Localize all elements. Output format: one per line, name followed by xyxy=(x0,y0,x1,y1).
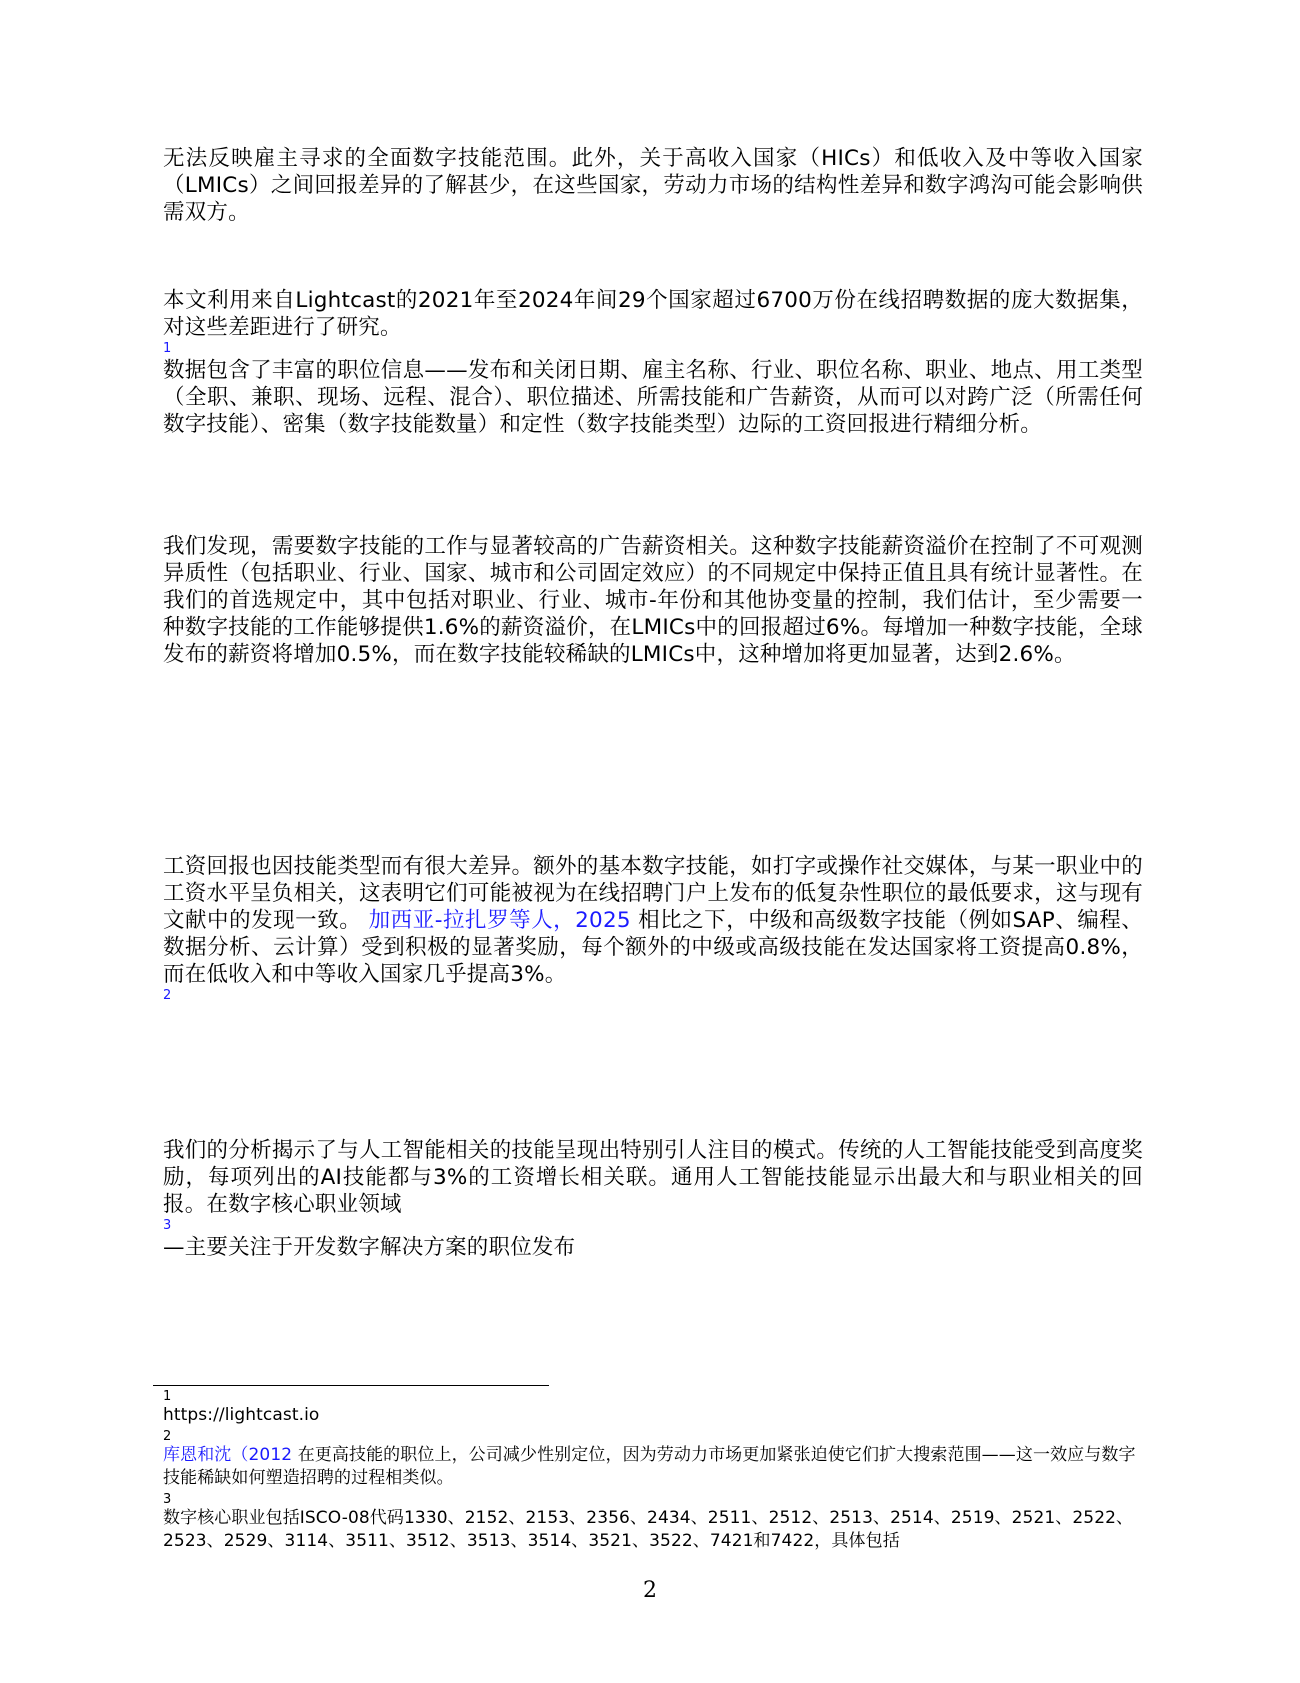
footnote-number: 1 xyxy=(163,1389,172,1404)
footnote-3 xyxy=(163,1493,1143,1553)
paragraph-text: 数据包含了丰富的职位信息——发布和关闭日期、雇主名称、行业、职位名称、职业、地点、用工类型（全职、兼职、现场、远程、混合）、职位描述、所需技能和广告薪资，从而可以对跨广泛（所需任何数字技能）、密集（数字技能数量）和定性（数字技能类型）边际的工资回报进行精细分析。 xyxy=(163,358,1143,437)
footnote-marker-1[interactable]: 1 xyxy=(163,341,172,356)
paragraph-text: 我们发现，需要数字技能的工作与显著较高的广告薪资相关。这种数字技能薪资溢价在控制了不可观测异质性（包括职业、行业、国家、城市和公司固定效应）的不同规定中保持正值且具有统计显著性。在我们的首选规定中，其中包括对职业、行业、城市-年份和其他协变量的控制，我们估计，至少需要一种数字技能的工作能够提供1.6%的薪资溢价，在LMICs中的回报超过6%。每增加一种数字技能，全球发布的薪资将增加0.5%，而在数字技能较稀缺的LMICs中，这种增加将更加显著，达到2.6%。 xyxy=(163,534,1143,667)
page-number: 2 xyxy=(643,1578,657,1603)
footnote-url[interactable]: https://lightcast.io xyxy=(163,1405,320,1425)
footnote-body: 在更高技能的职位上，公司减少性别定位，因为劳动力市场更加紧张迫使它们扩大搜索范围——这一效应与数字技能稀缺如何塑造招聘的过程相类似。 xyxy=(163,1445,1136,1488)
paragraph-2 xyxy=(163,287,1143,438)
paragraph-text xyxy=(163,853,1143,988)
paragraph-4 xyxy=(163,853,1143,1004)
footnote-number: 2 xyxy=(163,1429,172,1444)
paragraph-text: 我们的分析揭示了与人工智能相关的技能呈现出特别引人注目的模式。传统的人工智能技能受到高度奖励，每项列出的AI技能都与3%的工资增长相关联。通用人工智能技能显示出最大和与职业相关的回报。在数字核心职业领域 xyxy=(163,1138,1143,1217)
footnote-marker-2[interactable]: 2 xyxy=(163,988,172,1003)
footnote-divider xyxy=(153,1385,549,1386)
paragraph-text: 本文利用来自Lightcast的2021年至2024年间29个国家超过6700万份在线招聘数据的庞大数据集，对这些差距进行了研究。 xyxy=(163,288,1143,340)
footnote-text xyxy=(163,1444,1143,1490)
footnote-1 xyxy=(163,1390,1143,1427)
paragraph-text-part: 相比之下，中级和高级数字技能（例如SAP、编程、数据分析、云计算）受到积极的显著奖励，每个额外的中级或高级技能在发达国家将工资提高0.8%，而在低收入和中等收入国家几乎提高3%。 xyxy=(163,908,1143,987)
paragraph-3 xyxy=(163,533,1143,668)
paragraph-text-part: 工资回报也因技能类型而有很大差异。额外的基本数字技能，如打字或操作社交媒体，与某一职业中的工资水平呈负相关，这表明它们可能被视为在线招聘门户上发布的低复杂性职位的最低要求，这与现有文献中的发现一致。 xyxy=(163,854,1143,933)
footnote-number: 3 xyxy=(163,1492,172,1507)
paragraph-1 xyxy=(163,145,1143,226)
footnote-text: 数字核心职业包括ISCO-08代码1330、2152、2153、2356、2434、2511、2512、2513、2514、2519、2521、2522、2523、2529、3114、3511、3512、3513、3514、3521、3522、7421和7422，具体包括 xyxy=(163,1508,1134,1551)
citation-link[interactable]: 加西亚-拉扎罗等人，2025 xyxy=(368,908,631,933)
footnote-marker-3[interactable]: 3 xyxy=(163,1218,172,1233)
footnote-2 xyxy=(163,1430,1143,1490)
footnotes xyxy=(163,1390,1143,1553)
paragraph-text: —主要关注于开发数字解决方案的职位发布 xyxy=(163,1235,576,1260)
paragraph-text: 无法反映雇主寻求的全面数字技能范围。此外，关于高收入国家（HICs）和低收入及中等收入国家（LMICs）之间回报差异的了解甚少，在这些国家，劳动力市场的结构性差异和数字鸿沟可能会影响供需双方。 xyxy=(163,146,1143,225)
citation-link[interactable]: 库恩和沈（2012 xyxy=(163,1445,293,1465)
paragraph-5 xyxy=(163,1137,1143,1261)
